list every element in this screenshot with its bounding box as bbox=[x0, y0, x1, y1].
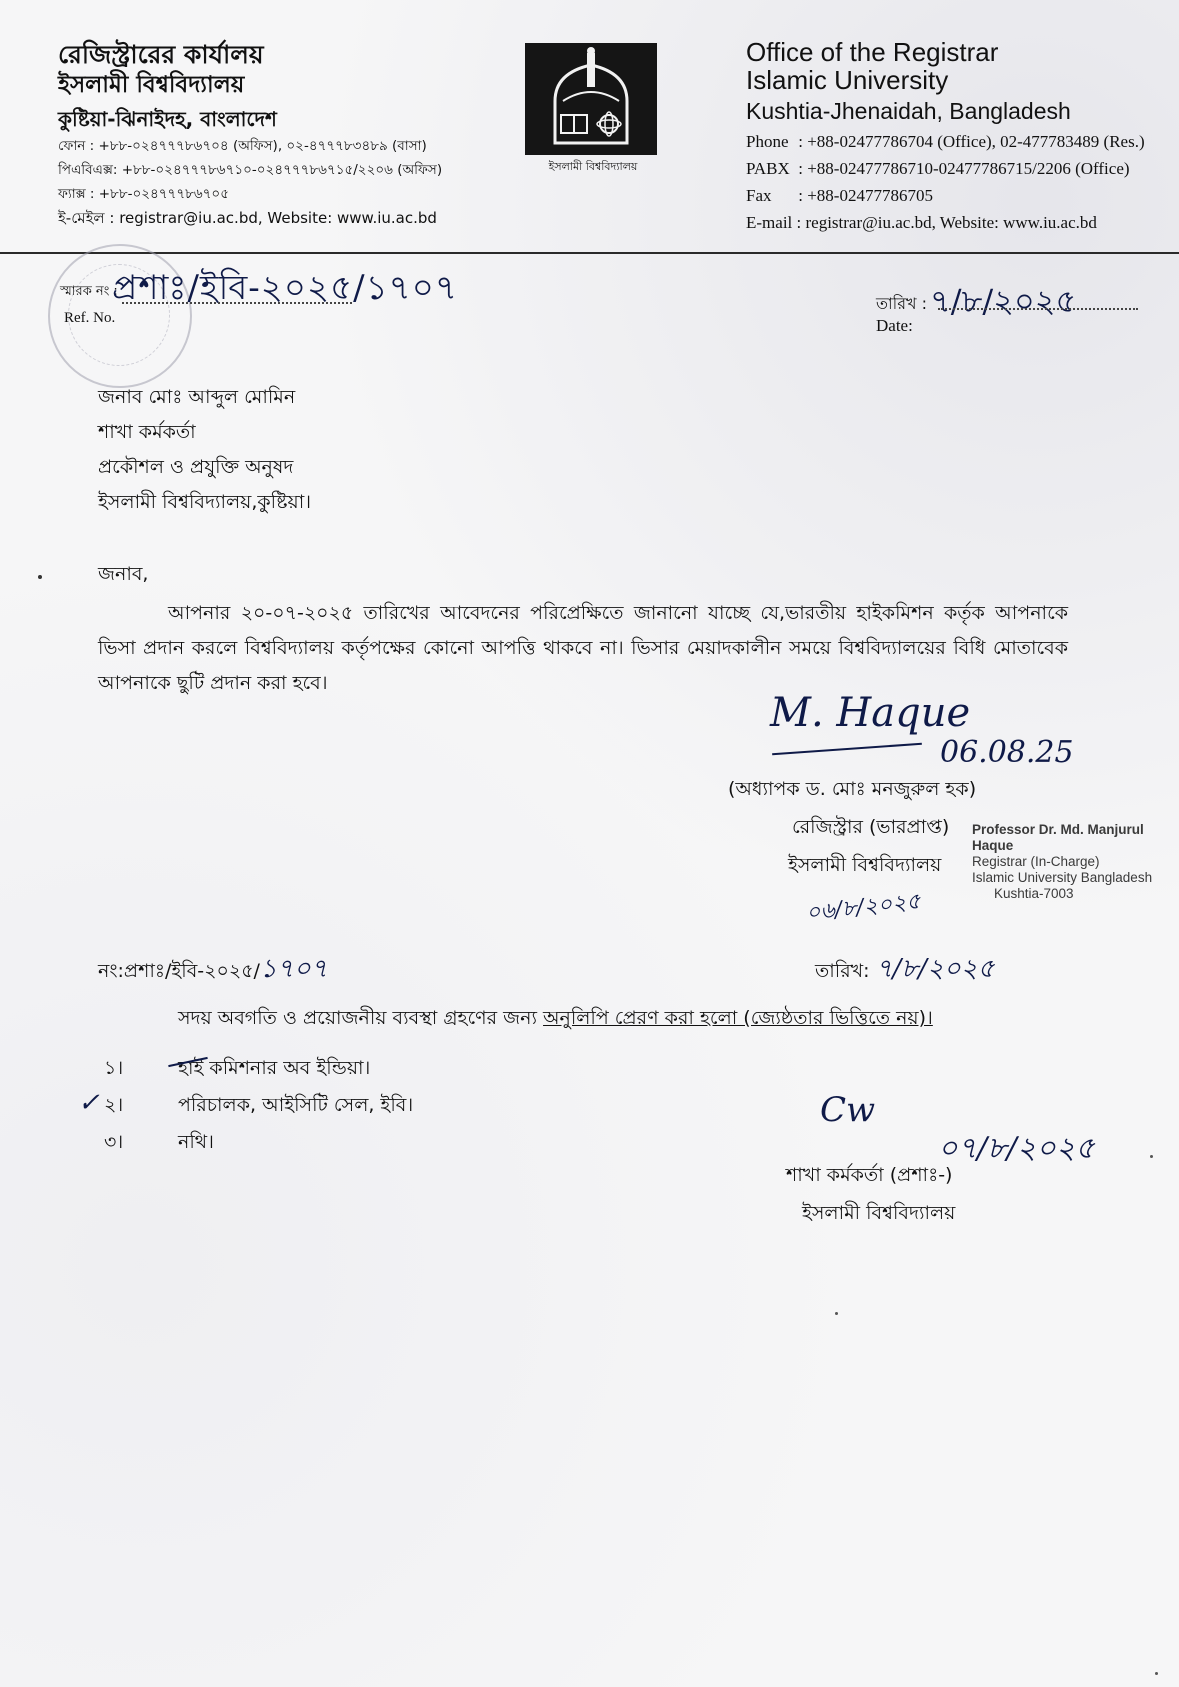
date-label-bn: তারিখ : bbox=[876, 294, 928, 313]
logo-caption: ইসলামী বিশ্ববিদ্যালয় bbox=[548, 160, 638, 173]
list-item-text: নথি। bbox=[178, 1131, 214, 1153]
list-item bbox=[104, 1050, 413, 1087]
date-handwritten: ৭/৮/২০২৫ bbox=[930, 282, 1077, 320]
copy-instruction-plain: সদয় অবগতি ও প্রয়োজনীয় ব্যবস্থা গ্রহণের জন্য bbox=[178, 1007, 544, 1029]
registrar-signature: M. Haque bbox=[770, 690, 971, 736]
stamp-title: Registrar (In-Charge) bbox=[972, 854, 1100, 869]
stamp-name: Professor Dr. Md. Manjurul Haque bbox=[972, 822, 1144, 853]
registrar-stamp bbox=[972, 822, 1179, 902]
addressee-name: জনাব মোঃ আব্দুল মোমিন bbox=[98, 386, 296, 408]
date-dotted-line bbox=[938, 308, 1138, 310]
location-bn: কুষ্টিয়া-ঝিনাইদহ, বাংলাদেশ bbox=[58, 107, 277, 131]
registrar-name-bn: (অধ্যাপক ড. মোঃ মনজুরুল হক) bbox=[728, 778, 977, 800]
ref-dotted-line bbox=[122, 302, 352, 304]
list-item-number: ২। bbox=[104, 1094, 124, 1116]
header-bangla bbox=[58, 40, 442, 230]
university-logo bbox=[525, 43, 657, 155]
copy-memo-date bbox=[815, 948, 994, 992]
section-officer-org: ইসলামী বিশ্ববিদ্যালয় bbox=[802, 1202, 956, 1224]
pabx-label: PABX bbox=[746, 159, 790, 178]
margin-dot bbox=[38, 575, 42, 579]
recipient-list bbox=[104, 1050, 413, 1161]
phone-label: Phone bbox=[746, 132, 789, 151]
section-officer-signature-date: ০৭/৮/২০২৫ bbox=[938, 1131, 1095, 1166]
pabx-en bbox=[746, 155, 1145, 182]
university-name-en: Islamic University bbox=[746, 65, 949, 95]
list-item-text: পরিচালক, আইসিটি সেল, ইবি। bbox=[178, 1094, 414, 1116]
phone-en bbox=[746, 128, 1145, 155]
fax-en bbox=[746, 182, 1145, 209]
ref-label-bn: স্মারক নং : bbox=[60, 284, 118, 299]
ref-number-handwritten: প্রশাঃ/ইবি-২০২৫/১৭০৭ bbox=[112, 268, 458, 308]
copy-instruction-underlined: অনুলিপি প্রেরণ করা হলো (জ্যেষ্ঠতার ভিত্তিতে নয়)। bbox=[543, 1007, 933, 1029]
list-item-text: হাই কমিশনার অব ইন্ডিয়া। bbox=[178, 1057, 371, 1079]
list-item-number: ১। bbox=[104, 1057, 124, 1079]
copy-instruction bbox=[178, 1004, 933, 1036]
fax-bn: ফ্যাক্স : +৮৮-০২৪৭৭৭৮৬৭০৫ bbox=[58, 186, 229, 202]
registrar-title-bn: রেজিস্ট্রার (ভারপ্রাপ্ত) bbox=[792, 816, 950, 838]
section-officer-signature: Cw bbox=[820, 1090, 876, 1130]
location-en: Kushtia-Jhenaidah, Bangladesh bbox=[746, 98, 1071, 124]
scan-speck bbox=[1150, 1155, 1153, 1158]
copy-memo-date-handwritten: ৭/৮/২০২৫ bbox=[875, 954, 995, 984]
list-item bbox=[104, 1087, 413, 1124]
registrar-org-bn: ইসলামী বিশ্ববিদ্যালয় bbox=[788, 854, 942, 876]
fax-label: Fax bbox=[746, 186, 772, 205]
list-item-number: ৩। bbox=[104, 1131, 124, 1153]
handwritten-tick-mark: ✓ bbox=[78, 1088, 100, 1118]
pabx-value: : +88-02477786710-02477786715/2206 (Office) bbox=[798, 159, 1130, 178]
email-bn: ই-মেইল : registrar@iu.ac.bd, Website: www.iu.ac.bd bbox=[58, 209, 437, 227]
registrar-block bbox=[728, 770, 976, 884]
ref-label-en: Ref. No. bbox=[64, 310, 116, 326]
fax-value: : +88-02477786705 bbox=[798, 186, 933, 205]
list-item bbox=[104, 1124, 413, 1161]
date-label-en: Date: bbox=[876, 316, 913, 335]
email-en: E-mail : registrar@iu.ac.bd, Website: www.iu.ac.bd bbox=[746, 213, 1097, 232]
copy-memo-number-handwritten: ১৭০৭ bbox=[259, 954, 328, 984]
stamp-city: Kushtia-7003 bbox=[994, 886, 1074, 901]
salutation: জনাব, bbox=[98, 563, 149, 585]
registrar-signature-date: 06.08.25 bbox=[940, 735, 1074, 770]
pabx-bn: পিএবিএক্স: +৮৮-০২৪৭৭৭৮৬৭১০-০২৪৭৭৭৮৬৭১৫/২২০৬ (অফিস) bbox=[58, 162, 443, 178]
office-title-bn: রেজিস্ট্রারের কার্যালয় bbox=[58, 40, 264, 69]
section-officer-block bbox=[786, 1156, 955, 1232]
addressee-title: শাখা কর্মকর্তা bbox=[98, 421, 196, 443]
stamp-handwritten-date: ০৬/৮/২০২৫ bbox=[804, 889, 922, 926]
university-name-bn: ইসলামী বিশ্ববিদ্যালয় bbox=[58, 72, 245, 98]
copy-memo-number bbox=[98, 948, 328, 992]
copy-memo-number-label: নং:প্রশাঃ/ইবি-২০২৫/ bbox=[98, 960, 260, 982]
phone-bn: ফোন : +৮৮-০২৪৭৭৭৮৬৭০৪ (অফিস), ০২-৪৭৭৭৮৩৪৮৯ (বাসা) bbox=[58, 138, 427, 154]
addressee-university: ইসলামী বিশ্ববিদ্যালয়,কুষ্টিয়া। bbox=[98, 491, 311, 513]
office-title-en: Office of the Registrar bbox=[746, 37, 999, 67]
letter-body: আপনার ২০-০৭-২০২৫ তারিখের আবেদনের পরিপ্রেক্ষিতে জানানো যাচ্ছে যে,ভারতীয় হাইকমিশন কর্তৃক আপনাকে ভিসা প্রদান করলে বিশ্ববিদ্যালয় কর্তৃপক্ষের কোনো আপত্তি থাকবে না। ভিসার মেয়াদকালীন সময়ে বিশ্ববিদ্যালয়ের বিধি মোতাবেক আপনাকে ছুটি প্রদান করা হবে। bbox=[98, 602, 1068, 694]
phone-value: : +88-02477786704 (Office), 02-477783489 (Res.) bbox=[798, 132, 1145, 151]
addressee-faculty: প্রকৌশল ও প্রযুক্তি অনুষদ bbox=[98, 456, 294, 478]
addressee-block bbox=[98, 380, 311, 520]
section-officer-title: শাখা কর্মকর্তা (প্রশাঃ-) bbox=[786, 1164, 953, 1186]
header-english bbox=[746, 38, 1145, 236]
stamp-org: Islamic University Bangladesh bbox=[972, 870, 1153, 885]
scan-speck bbox=[1155, 1672, 1158, 1675]
header-divider bbox=[0, 252, 1179, 254]
copy-memo-date-label: তারিখ: bbox=[815, 960, 870, 982]
scan-speck bbox=[835, 1312, 838, 1315]
signature-stroke bbox=[772, 743, 922, 755]
